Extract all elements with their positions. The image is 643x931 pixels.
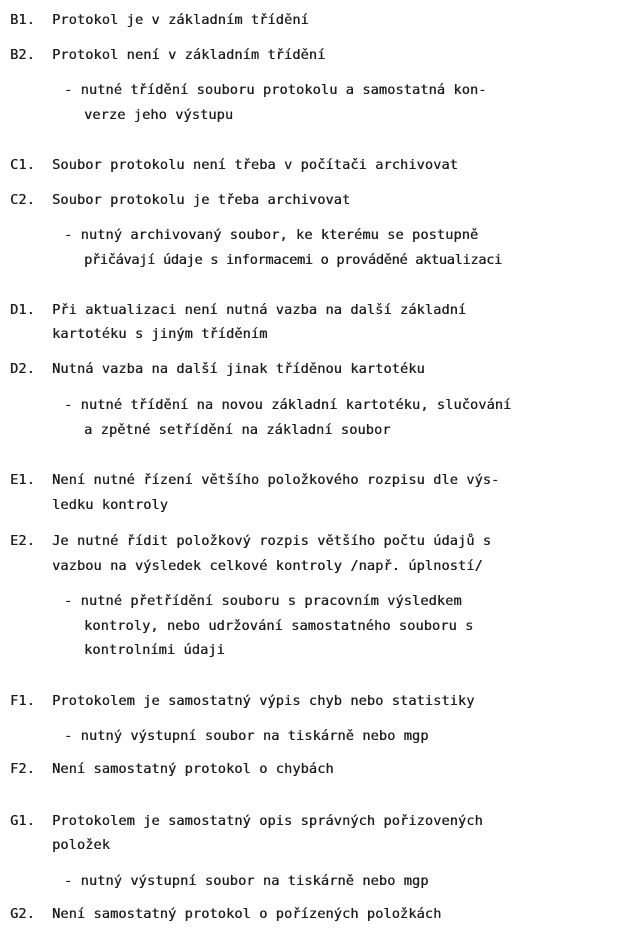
item-note: - nutný výstupní soubor na tiskárně nebo mgp: [64, 873, 429, 889]
item-label: C2.: [10, 192, 35, 208]
item-label: E2.: [10, 533, 35, 549]
item-text: Protokol není v základním třídění: [52, 47, 326, 63]
item-label: B1.: [10, 12, 35, 28]
item-note: - nutné třídění souboru protokolu a samostatná kon-: [64, 82, 487, 98]
item-text: položek: [52, 837, 110, 853]
item-text: Protokolem je samostatný výpis chyb nebo statistiky: [52, 693, 475, 709]
item-text: Není samostatný protokol o pořízených položkách: [52, 906, 442, 922]
item-text: Není nutné řízení většího položkového rozpisu dle výs-: [52, 472, 500, 488]
item-note: - nutné přetřídění souboru s pracovním výsledkem: [64, 593, 462, 609]
item-note: přičávají údaje s informacemi o prováděné aktualizaci: [84, 252, 502, 268]
item-text: ledku kontroly: [52, 497, 168, 513]
item-text: vazbou na výsledek celkové kontroly /např. úplností/: [52, 558, 483, 574]
item-note: - nutný výstupní soubor na tiskárně nebo mgp: [64, 728, 429, 744]
item-text: kartotéku s jiným tříděním: [52, 326, 268, 342]
item-label: C1.: [10, 157, 35, 173]
item-text: Je nutné řídit položkový rozpis většího počtu údajů s: [52, 533, 492, 549]
item-label: D1.: [10, 302, 35, 318]
item-note: - nutné třídění na novou základní kartotéku, slučování: [64, 397, 512, 413]
item-note: - nutný archivovaný soubor, ke kterému se postupně: [64, 227, 479, 243]
item-label: F1.: [10, 693, 35, 709]
item-label: B2.: [10, 47, 35, 63]
item-text: Při aktualizaci není nutná vazba na další základní: [52, 302, 467, 318]
item-note: verze jeho výstupu: [84, 107, 234, 123]
item-label: G1.: [10, 813, 35, 829]
item-text: Soubor protokolu není třeba v počítači archivovat: [52, 157, 458, 173]
item-text: Není samostatný protokol o chybách: [52, 761, 334, 777]
item-label: F2.: [10, 761, 35, 777]
item-text: Protokolem je samostatný opis správných pořizovených: [52, 813, 483, 829]
item-note: a zpětné setřídění na základní soubor: [84, 422, 391, 438]
item-text: Soubor protokolu je třeba archivovat: [52, 192, 351, 208]
item-text: Protokol je v základním třídění: [52, 12, 309, 28]
item-note: kontroly, nebo udržování samostatného souboru s: [84, 618, 474, 634]
item-text: Nutná vazba na další jinak tříděnou kartotéku: [52, 361, 425, 377]
item-note: kontrolními údaji: [84, 642, 225, 658]
item-label: D2.: [10, 361, 35, 377]
item-label: E1.: [10, 472, 35, 488]
item-label: G2.: [10, 906, 35, 922]
